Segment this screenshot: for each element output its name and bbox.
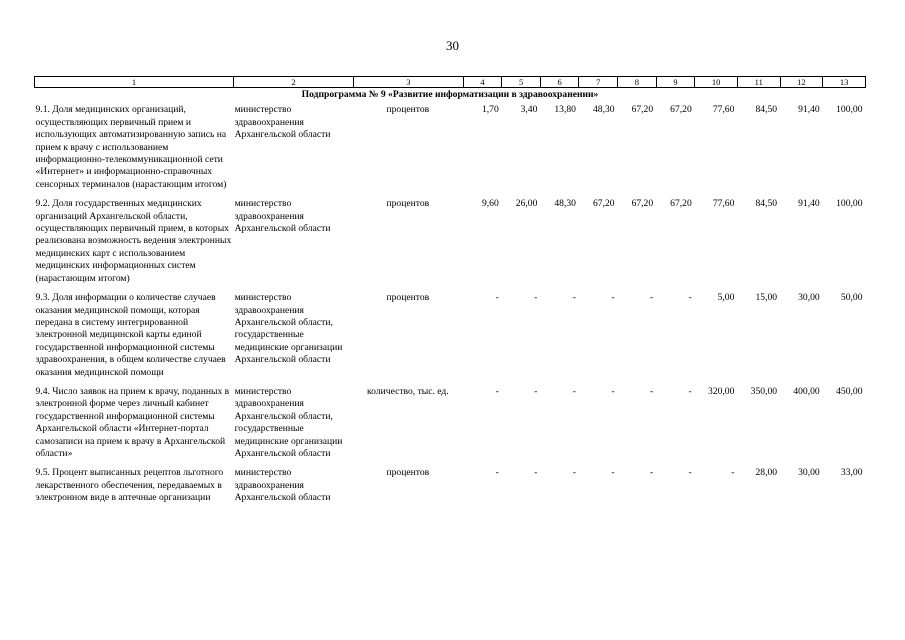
column-number: 5 <box>502 77 541 88</box>
indicator-value: 67,20 <box>631 198 654 210</box>
indicators-table <box>34 76 866 512</box>
table-row <box>35 467 866 511</box>
responsible-executor: министерство здравоохранения Архангельской области, государственные медицинские организации Архангельской области <box>234 292 343 366</box>
indicator-value: 3,40 <box>520 104 538 116</box>
table-row <box>35 104 866 198</box>
unit-of-measure: процентов <box>386 198 430 210</box>
indicator-value: 30,00 <box>798 467 820 479</box>
indicator-value: 67,20 <box>592 198 615 210</box>
indicator-value: - <box>649 385 654 397</box>
indicator-value: - <box>534 292 538 304</box>
page-number: 30 <box>446 38 459 53</box>
indicator-value: 350,00 <box>750 385 778 397</box>
indicator-value: 28,00 <box>755 467 778 479</box>
indicator-value: - <box>572 467 576 479</box>
indicator-value: - <box>534 467 538 479</box>
indicator-value: - <box>731 467 735 479</box>
indicator-value: 50,00 <box>840 292 863 304</box>
unit-of-measure: количество, тыс. ед. <box>366 385 449 397</box>
subprogram-title: Подпрограмма № 9 «Развитие информатизации в здравоохранении» <box>301 89 599 100</box>
column-number: 12 <box>780 77 823 88</box>
indicator-value: - <box>688 467 692 479</box>
column-number: 10 <box>695 77 738 88</box>
indicator-value: 1,70 <box>481 104 499 116</box>
indicator-value: 84,50 <box>755 198 778 210</box>
column-number: 8 <box>618 77 657 88</box>
responsible-executor: министерство здравоохранения Архангельской области, государственные медицинские организации Архангельской области <box>234 385 343 459</box>
indicator-value: - <box>611 292 615 304</box>
indicator-value: 100,00 <box>836 198 863 210</box>
column-number: 3 <box>353 77 463 88</box>
indicator-value: 48,30 <box>592 104 615 116</box>
table-row <box>35 386 866 467</box>
column-number: 9 <box>656 77 695 88</box>
indicator-value: - <box>495 467 499 479</box>
indicator-value: 30,00 <box>798 292 820 304</box>
responsible-executor: министерство здравоохранения Архангельской области <box>234 104 331 141</box>
indicator-value: 33,00 <box>840 467 863 479</box>
indicator-value: 77,60 <box>712 198 735 210</box>
indicator-value: 13,80 <box>554 104 576 116</box>
indicator-value: 450,00 <box>836 385 863 397</box>
column-number: 13 <box>823 77 866 88</box>
indicator-value: - <box>649 467 654 479</box>
indicator-name: 9.1. Доля медицинских организаций, осуществляющих первичный прием и использующих автоматизированную запись на прием к врачу с использованием информационно-телекоммуникационной сети «Интернет» и информационно-справочных сенсорных терминалов (нарастающим итогом) <box>35 104 227 190</box>
indicator-value: 67,20 <box>670 104 692 116</box>
column-number: 2 <box>234 77 354 88</box>
indicator-value: 84,50 <box>755 104 778 116</box>
indicator-name: 9.4. Число заявок на прием к врачу, поданных в электронной форме через личный кабинет государственной информационной системы Архангельской области «Интернет-портал самозаписи на прием к врачу в Архангельской области» <box>35 385 230 459</box>
indicator-value: 67,20 <box>670 198 692 210</box>
indicator-value: 26,00 <box>515 198 538 210</box>
indicator-value: 91,40 <box>798 198 820 210</box>
unit-of-measure: процентов <box>386 467 430 479</box>
column-number: 4 <box>463 77 502 88</box>
responsible-executor: министерство здравоохранения Архангельской области <box>234 467 331 504</box>
column-number: 6 <box>540 77 579 88</box>
indicator-value: 400,00 <box>793 385 820 397</box>
indicator-value: - <box>611 467 615 479</box>
indicator-value: - <box>534 385 538 397</box>
indicator-value: 67,20 <box>631 104 654 116</box>
indicator-value: - <box>495 292 499 304</box>
indicator-value: 100,00 <box>836 104 863 116</box>
indicator-value: 91,40 <box>798 104 820 116</box>
column-number-header <box>35 77 866 88</box>
indicator-value: - <box>688 292 692 304</box>
indicator-name: 9.2. Доля государственных медицинских организаций Архангельской области, осуществляющих первичный прием, в которых реализована возможность ведения электронных медицинских карт с использованием медицинских информационных систем (нарастающим итогом) <box>35 198 232 284</box>
table-row <box>35 292 866 386</box>
column-number: 1 <box>35 77 234 88</box>
indicator-value: - <box>572 292 576 304</box>
indicator-value: - <box>611 385 615 397</box>
column-number: 7 <box>579 77 618 88</box>
indicator-value: 9,60 <box>481 198 499 210</box>
indicator-value: 5,00 <box>717 292 735 304</box>
unit-of-measure: процентов <box>386 292 430 304</box>
indicator-value: - <box>688 385 692 397</box>
indicator-name: 9.5. Процент выписанных рецептов льготного лекарственного обеспечения, передаваемых в электронном виде в аптечные организации <box>35 467 224 504</box>
column-number: 11 <box>737 77 780 88</box>
indicator-name: 9.3. Доля информации о количестве случаев оказания медицинской помощи, которая передана в систему интегрированной электронной медицинской карты единой государственной информационной системы здравоохранения, в общем количестве случаев оказания медицинской помощи <box>35 292 226 378</box>
indicator-value: - <box>495 385 499 397</box>
responsible-executor: министерство здравоохранения Архангельской области <box>234 198 331 235</box>
unit-of-measure: процентов <box>386 104 430 116</box>
indicator-value: 15,00 <box>755 292 778 304</box>
indicator-value: - <box>649 292 654 304</box>
indicator-value: 320,00 <box>708 385 735 397</box>
table-row <box>35 198 866 292</box>
indicator-value: 48,30 <box>554 198 576 210</box>
indicator-value: 77,60 <box>712 104 735 116</box>
indicator-value: - <box>572 385 576 397</box>
